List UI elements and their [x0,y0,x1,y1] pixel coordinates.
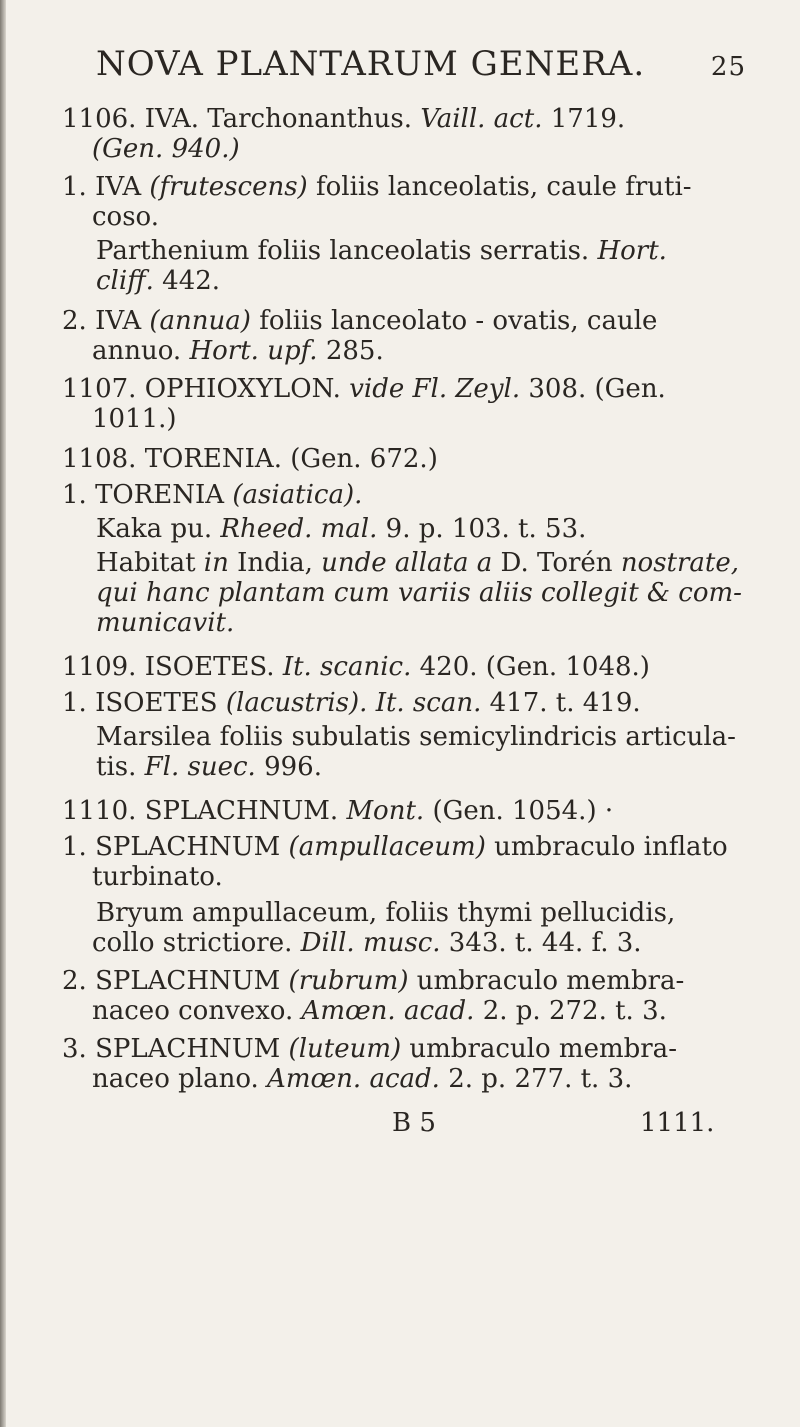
synonym-citation: cliff. 442. [96,266,221,296]
entry-1106-genus-ref: (Gen. 940.) [92,134,240,164]
species-splachnum-luteum: 3. SPLACHNUM (luteum) umbraculo membra- [62,1034,677,1064]
synonym-marsilea: Marsilea foliis subulatis semicylindricis articula- [96,722,736,752]
habitat-note-continuation: municavit. [96,608,235,638]
synonym-citation: collo strictiore. Dill. musc. 343. t. 44. f. 3. [92,928,642,958]
running-header [96,44,746,84]
entry-1106-heading: 1106. IVA. Tarchonanthus. Vaill. act. 1719. [62,104,626,134]
species-line-continuation: naceo plano. Amœn. acad. 2. p. 277. t. 3. [92,1064,633,1094]
synonym-bryum: Bryum ampullaceum, foliis thymi pellucidis, [96,898,676,928]
species-iva-frutescens: 1. IVA (frutescens) foliis lanceolatis, caule fruti- [62,172,692,202]
species-splachnum-ampullaceum: 1. SPLACHNUM (ampullaceum) umbraculo inflato [62,832,728,862]
species-line-continuation: coso. [92,202,160,232]
synonym-citation: tis. Fl. suec. 996. [96,752,322,782]
synonym-parthenium: Parthenium foliis lanceolatis serratis. Hort. [96,236,667,266]
entry-1107-heading: 1107. OPHIOXYLON. vide Fl. Zeyl. 308. (Gen. [62,374,666,404]
catchword: 1111. [640,1108,715,1138]
page-number: 25 [710,52,746,82]
header-title: NOVA PLANTARUM GENERA. [96,44,646,84]
synonym-kaka-pu: Kaka pu. Rheed. mal. 9. p. 103. t. 53. [96,514,587,544]
habitat-note-continuation: qui hanc plantam cum variis aliis collegit & com- [96,578,742,608]
species-isoetes-lacustris: 1. ISOETES (lacustris). It. scan. 417. t. 419. [62,688,641,718]
entry-1108-heading: 1108. TORENIA. (Gen. 672.) [62,444,438,474]
entry-1110-heading: 1110. SPLACHNUM. Mont. (Gen. 1054.) · [62,796,614,826]
species-line-continuation: annuo. Hort. upf. 285. [92,336,384,366]
entry-1109-heading: 1109. ISOETES. It. scanic. 420. (Gen. 1048.) [62,652,650,682]
entry-1107-genus-ref: 1011.) [92,404,177,434]
species-line-continuation: turbinato. [92,862,223,892]
habitat-note: Habitat in India, unde allata a D. Torén nostrate, [96,548,740,578]
species-line-continuation: naceo convexo. Amœn. acad. 2. p. 272. t. 3. [92,996,667,1026]
species-iva-annua: 2. IVA (annua) foliis lanceolato - ovatis, caule [62,306,658,336]
species-torenia-asiatica: 1. TORENIA (asiatica). [62,480,363,510]
species-splachnum-rubrum: 2. SPLACHNUM (rubrum) umbraculo membra- [62,966,685,996]
binding-edge [0,0,6,1427]
signature-mark: B 5 [392,1108,436,1138]
